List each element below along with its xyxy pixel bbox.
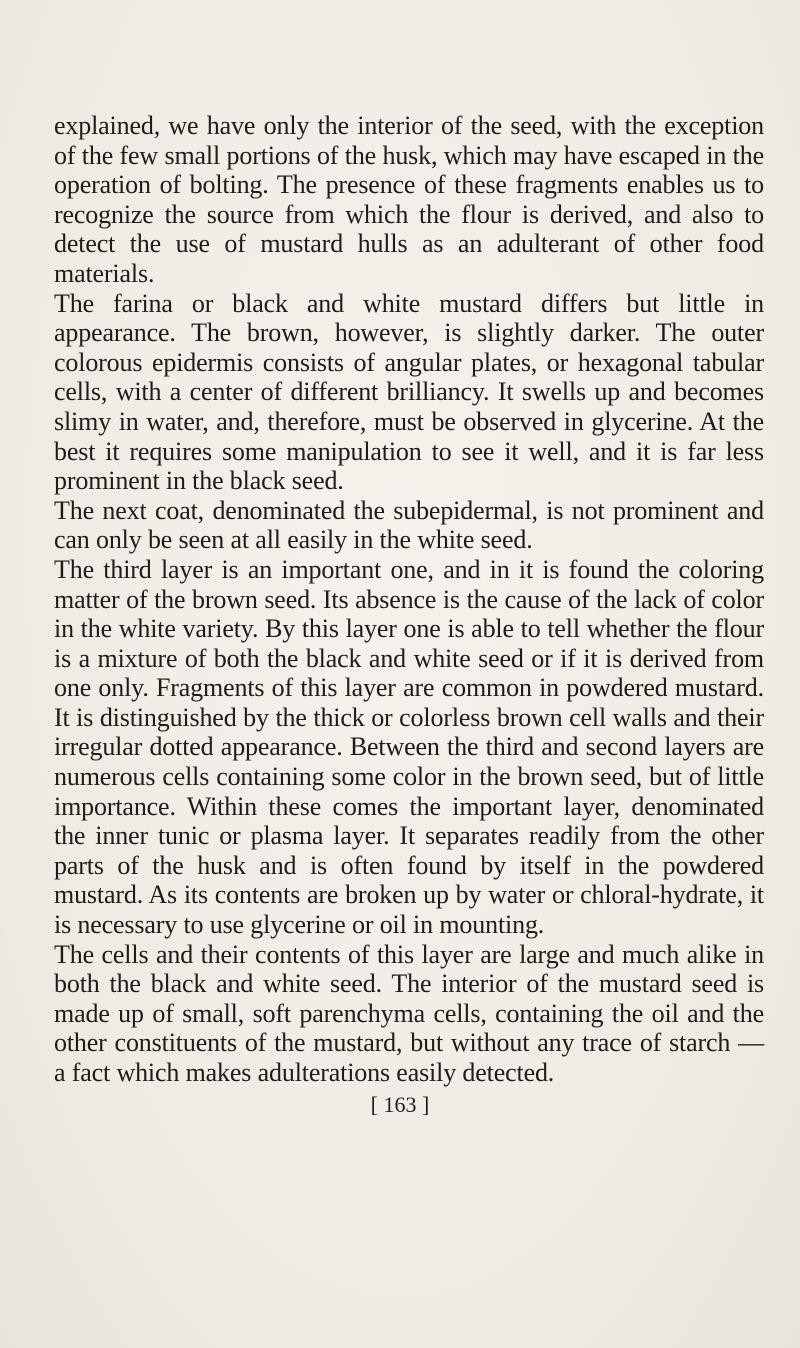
paragraph-continuation: explained, we have only the interior of the seed, with the exception of the few small portions of the husk, which may have escaped in the operation of bolting. The presence of these fragments enables us to recognize the source from which the flour is derived, and also to detect the use of mustard hulls as an adulterant of other food materials. <box>54 111 764 288</box>
paragraph-farina: The farina or black and white mustard differs but little in appearance. The brown, however, is slightly darker. The outer colorous epidermis consists of angular plates, or hexagonal tabular cells, with a center of different brilliancy. It swells up and becomes slimy in water, and, therefore, must be observed in glycerine. At the best it requires some manipulation to see it well, and it is far less prominent in the black seed. <box>54 288 764 496</box>
paragraph-cells: The cells and their contents of this layer are large and much alike in both the black and white seed. The interior of the mustard seed is made up of small, soft parenchyma cells, containing the oil and the other constituents of the mustard, but without any trace of starch — a fact which makes adulterations easily detected. <box>54 939 764 1087</box>
page-number: [ 163 ] <box>370 1092 430 1117</box>
paragraph-third-layer: The third layer is an important one, and in it is found the coloring matter of the brown seed. Its absence is the cause of the lack of color in the white variety. By this layer one is able to tell whether the flour is a mixture of both the black and white seed or if it is derived from one only. Fragments of this layer are common in powdered mustard. It is distinguished by the thick or colorless brown cell walls and their irregular dotted appearance. Between the third and second layers are numerous cells containing some color in the brown seed, but of little importance. Within these comes the important layer, denominated the inner tunic or plasma layer. It separates readily from the other parts of the husk and is often found by itself in the powdered mustard. As its contents are broken up by water or chloral-hydrate, it is necessary to use glycerine or oil in mounting. <box>54 554 764 940</box>
body-text <box>54 111 764 1088</box>
paragraph-subepidermal: The next coat, denominated the subepidermal, is not prominent and can only be seen at all easily in the white seed. <box>54 495 764 555</box>
